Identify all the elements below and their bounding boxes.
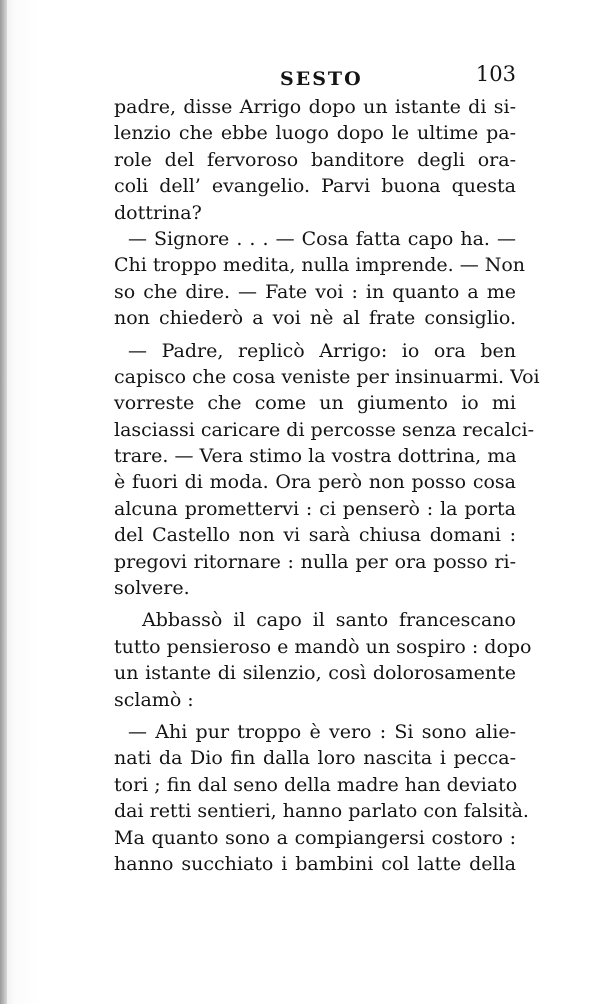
text-line: un istante di silenzio, così dolorosamente xyxy=(114,662,516,685)
body-text xyxy=(114,94,540,877)
text-line: so che dire. — Fate voi : in quanto a me xyxy=(114,280,516,303)
text-line: role del fervoroso banditore degli ora- xyxy=(114,148,516,171)
text-line: non chiederò a voi nè al frate consiglio. xyxy=(114,307,516,330)
text-line: sclamò : xyxy=(114,688,194,711)
running-head: SESTO xyxy=(280,68,363,90)
text-line: del Castello non vi sarà chiusa domani : xyxy=(114,524,516,547)
text-line: — Padre, replicò Arrigo: io ora ben xyxy=(128,339,516,362)
text-line: Ma quanto sono a compiangersi costoro : xyxy=(114,826,516,849)
text-line: hanno succhiato i bambini col latte della xyxy=(114,852,516,875)
text-line: Abbassò il capo il santo francescano xyxy=(142,609,516,632)
text-line: è fuori di moda. Ora però non posso cosa xyxy=(114,471,516,494)
text-line: nati da Dio fin dalla loro nascita i pecca- xyxy=(114,747,516,770)
text-line: dottrina? xyxy=(114,201,202,224)
page-binding-edge xyxy=(0,0,7,1004)
text-line: lenzio che ebbe luogo dopo le ultime pa- xyxy=(114,122,516,145)
text-line: coli dell’ evangelio. Parvi buona questa xyxy=(114,175,516,198)
text-line: dai retti sentieri, hanno parlato con falsità. xyxy=(114,800,529,823)
text-line: tutto pensieroso e mandò un sospiro : dopo xyxy=(114,635,532,658)
text-line: alcuna promettervi : ci penserò : la porta xyxy=(114,497,516,520)
text-line: lasciassi caricare di percosse senza recalci- xyxy=(114,418,535,441)
page-header xyxy=(112,62,516,96)
text-line: vorreste che come un giumento io mi xyxy=(114,392,516,415)
text-line: solvere. xyxy=(114,577,190,600)
text-line: — Ahi pur troppo è vero : Si sono alie- xyxy=(128,720,516,743)
page-number: 103 xyxy=(475,62,516,86)
text-line: padre, disse Arrigo dopo un istante di si- xyxy=(114,96,516,118)
text-line: tori ; fin dal seno della madre han deviato xyxy=(114,773,518,796)
text-line: Chi troppo medita, nulla imprende. — Non xyxy=(114,254,526,277)
text-line: pregovi ritornare : nulla per ora posso ri- xyxy=(114,550,516,573)
text-line: — Signore . . . — Cosa fatta capo ha. — xyxy=(128,227,516,250)
text-line: capisco che cosa veniste per insinuarmi. Voi xyxy=(114,365,540,388)
text-line: trare. — Vera stimo la vostra dottrina, ma xyxy=(114,445,517,468)
